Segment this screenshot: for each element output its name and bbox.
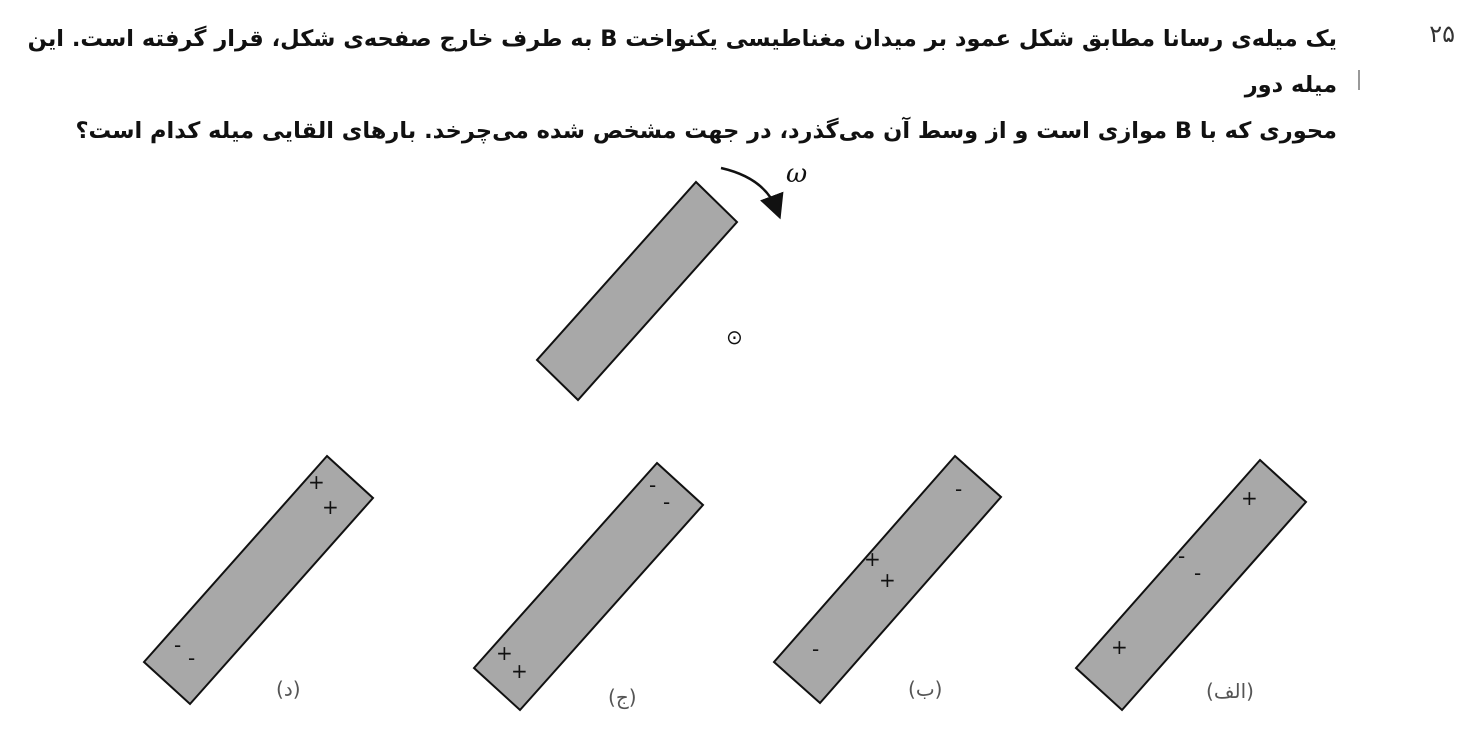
option-jim-top-sign-2: - (663, 490, 671, 514)
omega-label: ω (786, 159, 808, 189)
question-line-2: محوری که با B موازی است و از وسط آن می‌گذرد، در جهت مشخص شده می‌چرخد. بارهای القایی میله کدام است؟ (75, 118, 1337, 144)
option-jim-bottom-sign-1: + (496, 641, 513, 665)
option-be-label: (ب) (908, 677, 943, 701)
option-dal-label: (د) (276, 677, 301, 701)
option-be-top-sign: - (955, 477, 963, 501)
option-dal-bottom-sign-2: - (188, 646, 196, 670)
option-dal-top-sign-1: + (308, 470, 325, 494)
option-alef-label: (الف) (1206, 679, 1254, 703)
option-alef-middle-sign-2: - (1194, 561, 1202, 585)
option-alef-rod (1076, 460, 1306, 710)
option-dal[interactable] (144, 456, 373, 704)
option-alef[interactable] (1076, 460, 1306, 710)
option-jim-top-sign-1: - (649, 473, 657, 497)
rotation-arrow-icon (721, 168, 777, 210)
field-out-of-page-icon: ⊙ (726, 325, 743, 349)
option-be-middle-sign-1: + (864, 547, 881, 571)
option-dal-top-sign-2: + (322, 495, 339, 519)
question-line-1: یک میله‌ی رسانا مطابق شکل عمود بر میدان مغناطیسی یکنواخت B به طرف خارج صفحه‌ی شکل، قرار گرفته است. این میله دور (27, 26, 1337, 98)
option-jim[interactable] (474, 463, 703, 710)
option-dal-bottom-sign-1: - (174, 633, 182, 657)
option-dal-rod (144, 456, 373, 704)
option-alef-bottom-sign: + (1111, 635, 1128, 659)
option-alef-middle-sign-1: - (1178, 544, 1186, 568)
main-rod (537, 182, 737, 400)
option-be[interactable] (774, 456, 1001, 703)
option-be-bottom-sign: - (812, 637, 820, 661)
option-jim-label: (ج) (608, 685, 637, 709)
main-figure (537, 159, 807, 400)
question-number: ۲۵ (1429, 20, 1455, 48)
option-alef-top-sign: + (1241, 486, 1258, 510)
option-be-middle-sign-2: + (879, 568, 896, 592)
option-jim-bottom-sign-2: + (511, 659, 528, 683)
